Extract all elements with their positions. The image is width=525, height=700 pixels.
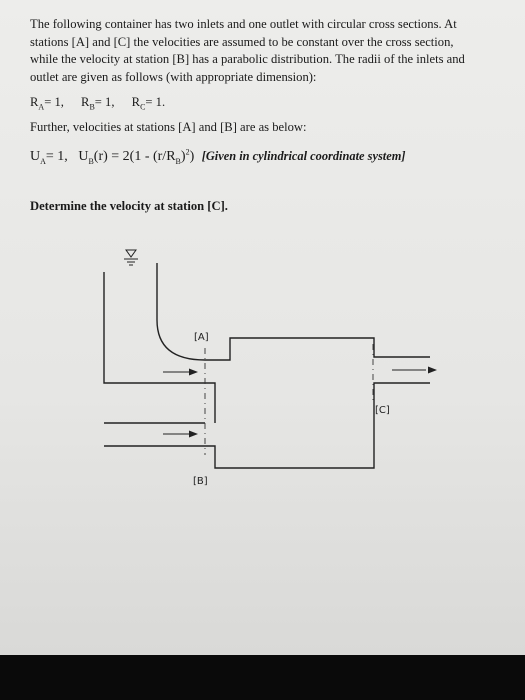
coordinate-note: [Given in cylindrical coordinate system] bbox=[201, 149, 406, 163]
velocity-b: $U_B(r) = 2(1 - (r/R_B)^2)$ bbox=[78, 147, 195, 166]
reservoir-right-wall bbox=[157, 263, 205, 360]
radius-c: $R_C= 1$. bbox=[131, 95, 166, 112]
question: Determine the velocity at station [C]. bbox=[30, 199, 228, 213]
water-level-icon bbox=[124, 250, 138, 265]
intro-line: The following container has two inlets and one outlet with circular cross sections. At bbox=[30, 17, 457, 31]
container-lower-wall bbox=[205, 383, 215, 423]
intro-line: while the velocity at station [B] has a parabolic distribution. The radii of the inlets and bbox=[30, 52, 465, 66]
velocity-a: $U_A= 1$, bbox=[30, 149, 68, 166]
station-a-label: [A] bbox=[194, 332, 209, 343]
container-bottom-wall bbox=[205, 383, 430, 468]
station-b-label: [B] bbox=[193, 476, 208, 487]
intro-line: stations [A] and [C] the velocities are assumed to be constant over the cross section, bbox=[30, 34, 454, 49]
station-c-label: [C] bbox=[375, 405, 390, 416]
radius-a: $R_A= 1$, bbox=[30, 95, 64, 112]
velocity-intro: Further, velocities at stations [A] and [B] are as below: bbox=[30, 120, 307, 134]
radius-b: $R_B= 1$, bbox=[81, 95, 115, 112]
reservoir-left-wall bbox=[104, 272, 205, 383]
intro-line: outlet are given as follows (with appropriate dimension): bbox=[30, 69, 317, 84]
container-upper-wall bbox=[205, 338, 430, 360]
